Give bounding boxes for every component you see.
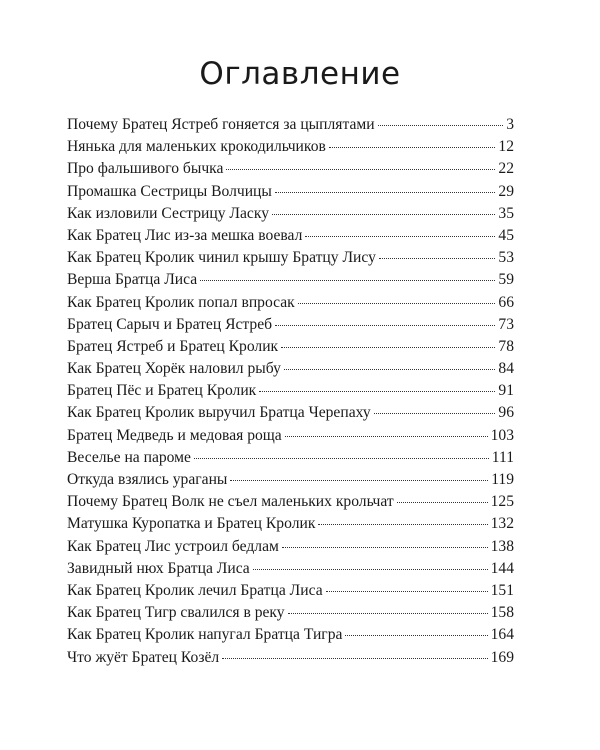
toc-entry [67,602,514,624]
toc-entry-page: 138 [490,537,514,555]
dot-leader [329,147,496,148]
toc-entry-page: 78 [498,337,514,355]
toc-entry [67,580,514,602]
toc-entry [67,358,514,380]
dot-leader [285,436,488,437]
toc-entry-title: Как Братец Лис устроил бедлам [67,537,279,555]
toc-entry-title: Как Братец Кролик попал впросак [67,293,295,311]
toc-entry-page: 96 [498,404,514,422]
toc-entry [67,292,514,314]
toc-entry-page: 12 [498,138,514,156]
toc-entry-title: Почему Братец Ястреб гоняется за цыплятами [67,116,375,133]
toc-entry-page: 91 [498,382,514,400]
toc-entry-page: 84 [498,360,514,378]
toc-entry-page: 73 [498,315,514,333]
toc-entry-page: 111 [491,448,514,466]
toc-entry-page: 158 [490,604,514,622]
dot-leader [259,391,495,392]
toc-entry-title: Про фальшивого бычка [67,160,224,178]
toc-entry-page: 35 [498,204,514,222]
dot-leader [200,280,495,281]
toc-entry [67,181,514,203]
toc-entry-page: 164 [490,626,514,644]
toc-entry [67,247,514,269]
toc-entry-page: 59 [498,271,514,289]
toc-entry [67,380,514,402]
toc-entry-page: 132 [490,515,514,533]
toc-entry-title: Матушка Куропатка и Братец Кролик [67,515,316,533]
toc-entry-title: Братец Пёс и Братец Кролик [67,382,257,400]
toc-entry-title: Как Братец Кролик напугал Братца Тигра [67,626,343,644]
dot-leader [298,303,496,304]
toc-entry-page: 45 [498,226,514,244]
toc-entry [67,203,514,225]
toc-entry-title: Почему Братец Волк не съел маленьких крольчат [67,493,394,511]
toc-entry [67,647,514,669]
dot-leader [345,635,487,636]
dot-leader [288,613,488,614]
toc-entry [67,425,514,447]
toc-entry-page: 53 [498,249,514,267]
page-title: Оглавление [199,56,401,92]
toc-entry-title: Верша Братца Лиса [67,271,198,289]
toc-entry [67,269,514,291]
toc-entry-title: Как Братец Кролик выручил Братца Черепаху [67,404,371,422]
toc-entry [67,402,514,424]
dot-leader [284,369,496,370]
toc-entry-title: Братец Ястреб и Братец Кролик [67,337,279,355]
dot-leader [378,125,504,126]
dot-leader [272,214,495,215]
toc-entry-title: Как изловили Сестрицу Ласку [67,204,269,222]
toc-entry-title: Нянька для маленьких крокодильчиков [67,138,326,156]
toc-entry-title: Как Братец Кролик лечил Братца Лиса [67,581,323,599]
toc-entry [67,513,514,535]
toc-entry [67,491,514,513]
dot-leader [397,502,488,503]
toc-entry-title: Как Братец Лис из-за мешка воевал [67,226,303,244]
toc-entry [67,624,514,646]
toc-entry [67,314,514,336]
toc-entry-page: 22 [498,160,514,178]
toc-entry-page: 103 [490,426,514,444]
toc-entry-page: 66 [498,293,514,311]
dot-leader [194,458,489,459]
toc-entry [67,558,514,580]
toc-entry-page: 169 [490,648,514,666]
toc-entry-title: Как Братец Хорёк наловил рыбу [67,360,281,378]
toc-entry [67,158,514,180]
dot-leader [374,413,496,414]
dot-leader [305,236,495,237]
dot-leader [275,325,495,326]
dot-leader [226,169,495,170]
toc-entry [67,447,514,469]
dot-leader [282,547,488,548]
toc-entry-page: 125 [490,493,514,511]
dot-leader [275,192,496,193]
table-of-contents [67,114,514,669]
dot-leader [230,480,488,481]
toc-entry-title: Братец Медведь и медовая роща [67,426,282,444]
toc-entry [67,225,514,247]
toc-entry-title: Братец Сарыч и Братец Ястреб [67,315,273,333]
toc-entry-title: Как Братец Тигр свалился в реку [67,604,285,622]
toc-entry-title: Веселье на пароме [67,448,191,466]
toc-entry-page: 119 [491,471,514,488]
dot-leader [326,591,488,592]
toc-entry [67,136,514,158]
toc-entry-page: 29 [498,182,514,200]
dot-leader [281,347,495,348]
toc-entry [67,114,514,136]
toc-entry-title: Как Братец Кролик чинил крышу Братцу Лису [67,249,376,267]
dot-leader [318,524,487,525]
toc-entry-title: Откуда взялись ураганы [67,471,228,488]
toc-entry [67,336,514,358]
dot-leader [379,258,496,259]
dot-leader [222,658,487,659]
toc-entry-page: 144 [490,559,514,577]
toc-entry [67,469,514,491]
toc-entry-page: 151 [490,581,514,599]
toc-entry [67,536,514,558]
toc-entry-title: Промашка Сестрицы Волчицы [67,182,272,200]
toc-entry-title: Завидный нюх Братца Лиса [67,559,250,577]
toc-entry-page: 3 [506,116,514,133]
toc-entry-title: Что жуёт Братец Козёл [67,648,220,666]
dot-leader [253,569,488,570]
